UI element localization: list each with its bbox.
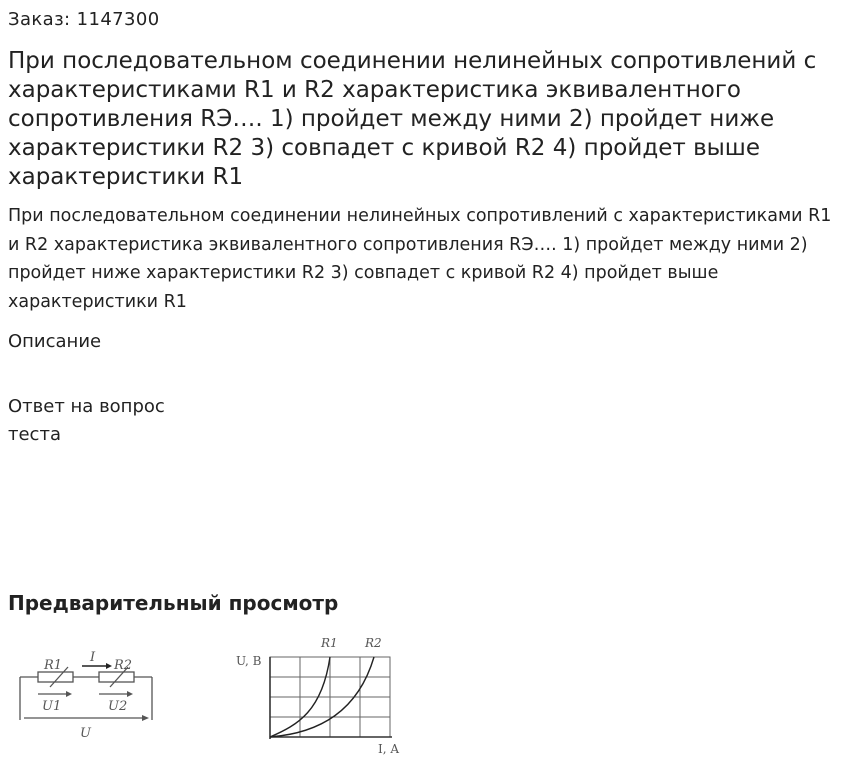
circuit-label-r1: R1	[44, 658, 63, 673]
circuit-label-r2: R2	[114, 658, 133, 673]
circuit-label-current: I	[90, 650, 96, 665]
graph-y-axis-label: U, B	[236, 654, 262, 668]
preview-figure	[10, 625, 430, 765]
question-text: При последовательном соединении нелинейных сопротивлений с характеристиками R1 и R2 характеристика эквивалентного сопротивления RЭ…. 1) пройдет между ними 2) пройдет ниже характеристики R2 3) совпадет с кривой R2 4) пройдет выше характеристики R1	[8, 206, 832, 312]
answer-text: Ответ на вопрос теста	[8, 396, 165, 445]
description-label: Описание	[8, 331, 102, 352]
circuit-diagram	[20, 663, 152, 721]
circuit-label-u1: U1	[42, 699, 62, 714]
iv-graph	[270, 657, 392, 739]
preview-heading: Предварительный просмотр	[8, 591, 339, 615]
graph-curve2-label: R2	[365, 636, 382, 650]
circuit-label-u: U	[80, 726, 91, 741]
graph-x-axis-label: I, A	[378, 742, 400, 756]
graph-curve1-label: R1	[321, 636, 338, 650]
question-title: При последовательном соединении нелинейных сопротивлений с характеристиками R1 и R2 характеристика эквивалентного сопротивления RЭ…. 1) пройдет между ними 2) пройдет ниже характеристики R2 3) совпадет с кривой R2 4) пройдет выше характеристики R1	[8, 48, 817, 190]
order-number: Заказ: 1147300	[8, 9, 160, 30]
graph-grid	[270, 657, 390, 737]
preview-image	[10, 625, 430, 765]
circuit-label-u2: U2	[108, 699, 128, 714]
